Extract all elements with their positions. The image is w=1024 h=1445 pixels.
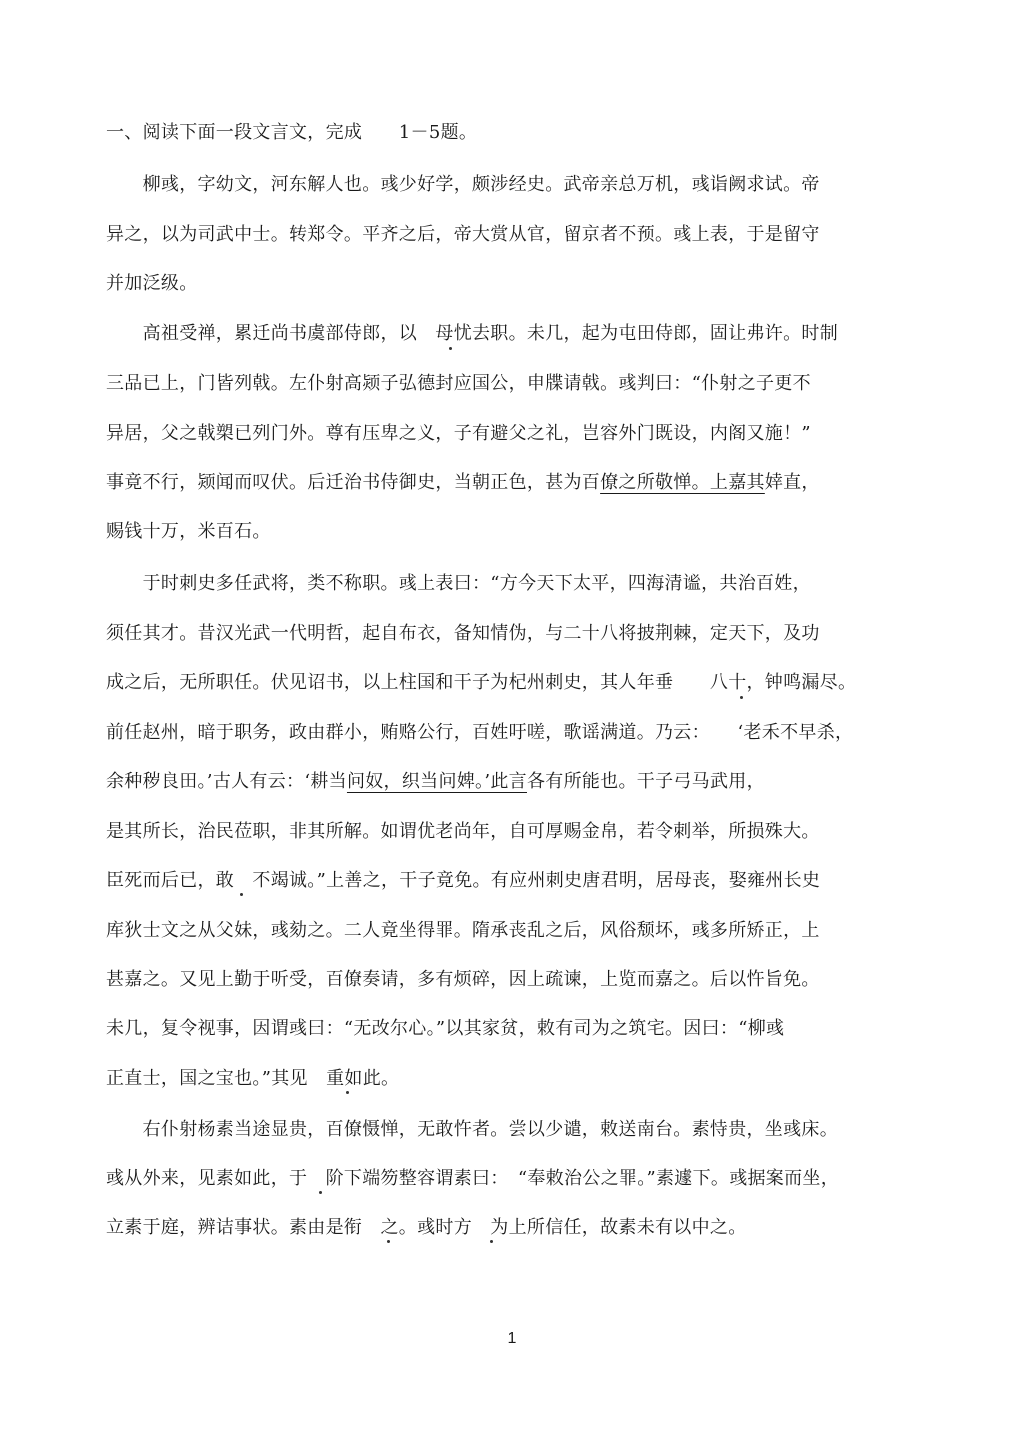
underlined-sentence: 问奴，织当问婢。’此言 xyxy=(346,771,527,792)
text-line: 库狄士文之从父妹，彧劾之。二人竟坐得罪。隋承丧乱之后，风俗颓坏，彧多所矫正，上 xyxy=(106,920,820,941)
text-line: 右仆射杨素当途显贵，百僚慑惮，无敢忤者。尝以少谴，敕送南台。素恃贵，坐彧床。 xyxy=(106,1119,838,1140)
text-line: 成之后，无所职任。伏见诏书，以上柱国和干子为杞州刺史，其人年垂 八十，钟鸣漏尽。 xyxy=(106,672,857,693)
text-line: 并加泛级。 xyxy=(106,273,198,294)
text-line: 三品已上，门皆列戟。左仆射高颎子弘德封应国公，申牒请戟。彧判曰：“仆射之子更不 xyxy=(106,373,811,394)
emphasis-dot xyxy=(240,893,243,896)
text-line: 柳彧，字幼文，河东解人也。彧少好学，颇涉经史。武帝亲总万机，彧诣阙求试。帝 xyxy=(106,174,820,195)
emphasis-dot xyxy=(346,1091,349,1094)
emphasis-dot xyxy=(449,347,452,350)
text-line: 甚嘉之。又见上勤于听受，百僚奏请，多有烦碎，因上疏谏，上览而嘉之。后以忤旨免。 xyxy=(106,969,820,990)
text-line: 正直士，国之宝也。”其见 重如此。 xyxy=(106,1068,400,1089)
text-line: 臣死而后已，敢 不竭诚。”上善之，干子竟免。有应州刺史唐君明，居母丧，娶雍州长史 xyxy=(106,870,821,891)
text-line: 于时刺史多任武将，类不称职。彧上表曰：“方今天下太平，四海清谧，共治百姓， xyxy=(106,573,811,594)
emphasis-dot xyxy=(740,696,743,699)
question-title: 一、阅读下面一段文言文，完成 1－5题。 xyxy=(106,122,478,143)
emphasis-dot xyxy=(387,1240,390,1243)
text-line: 异之，以为司武中士。转郑令。平齐之后，帝大赏从官，留京者不预。彧上表，于是留守 xyxy=(106,224,820,245)
text-line: 高祖受禅，累迁尚书虞部侍郎，以 母忧去职。未几，起为屯田侍郎，固让弗许。时制 xyxy=(106,323,838,344)
text-segment: 婞直， xyxy=(764,472,820,493)
text-line: 未几，复令视事，因谓彧曰：“无改尔心。”以其家贫，敕有司为之筑宅。因曰：“柳彧 xyxy=(106,1018,785,1039)
text-line: 是其所长，治民莅职，非其所解。如谓优老尚年，自可厚赐金帛，若令刺举，所损殊大。 xyxy=(106,821,820,842)
text-segment: 余种秽良田。’古人有云：‘耕当 xyxy=(106,771,347,792)
text-line: 赐钱十万，米百石。 xyxy=(106,521,271,542)
text-line: 前任赵州，暗于职务，政由群小，贿赂公行，百姓吁嗟，歌谣满道。乃云： ‘老禾不早杀， xyxy=(106,722,854,743)
underlined-sentence: 僚之所敬惮。上嘉其 xyxy=(600,472,765,493)
text-line: 须任其才。昔汉光武一代明哲，起自布衣，备知情伪，与二十八将披荆棘，定天下，及功 xyxy=(106,623,820,644)
text-line xyxy=(106,471,820,495)
text-line: 彧从外来，见素如此，于 阶下端笏整容谓素曰： “奉敕治公之罪。”素遽下。彧据案而坐， xyxy=(106,1168,839,1189)
emphasis-dot xyxy=(490,1240,493,1243)
text-line xyxy=(106,770,765,794)
page-number: 1 xyxy=(507,1330,517,1347)
text-line: 立素于庭，辨诘事状。素由是衔 之。彧时方 为上所信任，故素未有以中之。 xyxy=(106,1217,747,1238)
text-segment: 事竟不行，颎闻而叹伏。后迁治书侍御史，当朝正色，甚为百 xyxy=(106,472,601,493)
text-segment: 各有所能也。干子弓马武用， xyxy=(526,771,765,792)
emphasis-dot xyxy=(319,1191,322,1194)
text-line: 异居，父之戟槊已列门外。尊有压卑之义，子有避父之礼，岂容外门既设，内阁又施！” xyxy=(106,423,811,444)
